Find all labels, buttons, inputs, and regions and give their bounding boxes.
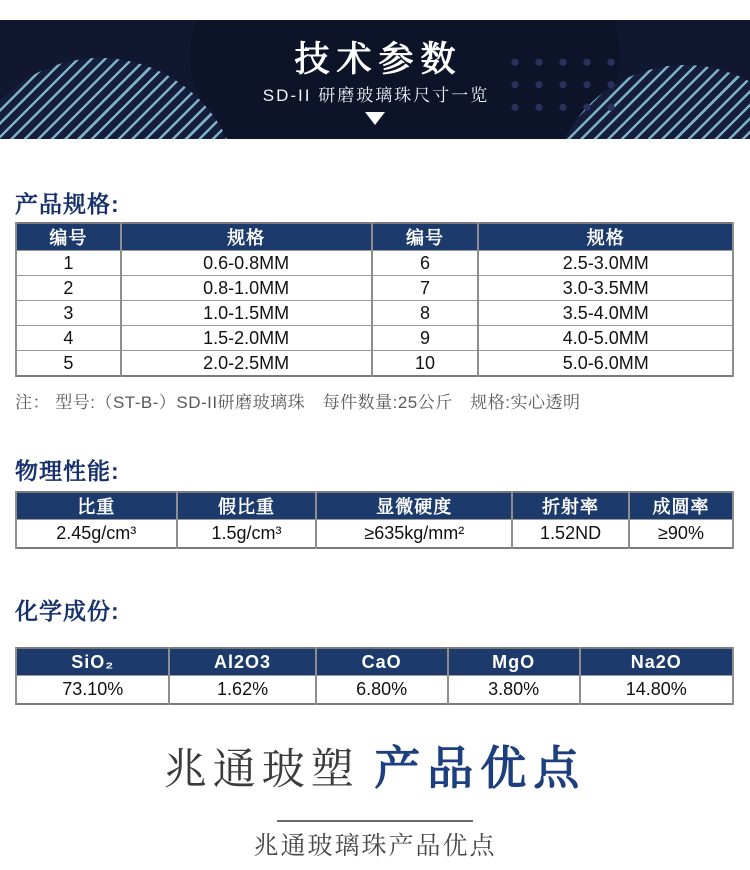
- table-cell: 7: [372, 276, 479, 301]
- table-cell: 2.0-2.5MM: [121, 351, 372, 377]
- triangle-down-icon: [365, 112, 385, 125]
- table-header-cell: 成圆率: [629, 492, 733, 520]
- banner-subtitle: SD-II 研磨玻璃珠尺寸一览: [262, 86, 490, 105]
- table-cell: 8: [372, 301, 479, 326]
- table-header-cell: 假比重: [177, 492, 317, 520]
- table-header-cell: 规格: [121, 223, 372, 251]
- table-cell: 73.10%: [16, 676, 169, 705]
- table-cell: 6: [372, 251, 479, 276]
- table-cell: 1.5g/cm³: [177, 520, 317, 549]
- table-cell: 9: [372, 326, 479, 351]
- table-header-cell: 编号: [372, 223, 479, 251]
- table-cell: 5: [16, 351, 121, 377]
- physical-heading: 物理性能:: [15, 458, 120, 484]
- table-cell: 14.80%: [580, 676, 733, 705]
- footer-headline-block: [0, 740, 750, 861]
- table-cell: 3: [16, 301, 121, 326]
- table-row: [16, 276, 733, 301]
- table-header-cell: MgO: [448, 648, 580, 676]
- banner: [0, 20, 750, 139]
- table-header-row: [16, 648, 733, 676]
- table-cell: ≥635kg/mm²: [316, 520, 512, 549]
- table-row: [16, 351, 733, 377]
- table-cell: 0.6-0.8MM: [121, 251, 372, 276]
- table-cell: 1.62%: [169, 676, 315, 705]
- table-row: [16, 676, 733, 705]
- table-header-cell: SiO₂: [16, 648, 169, 676]
- footer-divider: [277, 820, 473, 822]
- footer-subtitle: 兆通玻璃珠产品优点: [253, 832, 497, 860]
- product-spec-table: [15, 222, 734, 377]
- table-cell: 5.0-6.0MM: [478, 351, 733, 377]
- table-header-row: [16, 492, 733, 520]
- table-cell: 3.5-4.0MM: [478, 301, 733, 326]
- footer-brand-name: 兆通玻塑: [163, 746, 360, 794]
- table-cell: 1.52ND: [512, 520, 629, 549]
- table-header-cell: 显微硬度: [316, 492, 512, 520]
- table-row: [16, 251, 733, 276]
- table-cell: 4.0-5.0MM: [478, 326, 733, 351]
- chemical-table: [15, 647, 734, 705]
- table-row: [16, 326, 733, 351]
- table-row: [16, 520, 733, 549]
- footer-headline: [0, 740, 750, 808]
- table-header-cell: 编号: [16, 223, 121, 251]
- table-cell: 1: [16, 251, 121, 276]
- table-header-cell: 折射率: [512, 492, 629, 520]
- table-header-row: [16, 223, 733, 251]
- spec-note: 注： 型号:（ST-B-）SD-II研磨玻璃珠 每件数量:25公斤 规格:实心透明: [15, 393, 581, 412]
- table-cell: 3.80%: [448, 676, 580, 705]
- table-cell: 4: [16, 326, 121, 351]
- table-cell: 2: [16, 276, 121, 301]
- table-header-cell: Na2O: [580, 648, 733, 676]
- table-cell: 3.0-3.5MM: [478, 276, 733, 301]
- table-header-cell: 规格: [478, 223, 733, 251]
- table-cell: 1.0-1.5MM: [121, 301, 372, 326]
- table-header-cell: 比重: [16, 492, 177, 520]
- table-cell: 0.8-1.0MM: [121, 276, 372, 301]
- table-cell: 2.5-3.0MM: [478, 251, 733, 276]
- chemical-heading: 化学成份:: [15, 598, 120, 624]
- banner-title: 技术参数: [294, 40, 463, 79]
- footer-title: 产品优点: [374, 742, 587, 794]
- table-cell: 2.45g/cm³: [16, 520, 177, 549]
- table-row: [16, 301, 733, 326]
- product-spec-heading: 产品规格:: [15, 191, 120, 217]
- table-header-cell: CaO: [316, 648, 448, 676]
- table-header-cell: Al2O3: [169, 648, 315, 676]
- table-cell: 1.5-2.0MM: [121, 326, 372, 351]
- table-cell: ≥90%: [629, 520, 733, 549]
- table-cell: 6.80%: [316, 676, 448, 705]
- table-cell: 10: [372, 351, 479, 377]
- physical-table: [15, 491, 734, 549]
